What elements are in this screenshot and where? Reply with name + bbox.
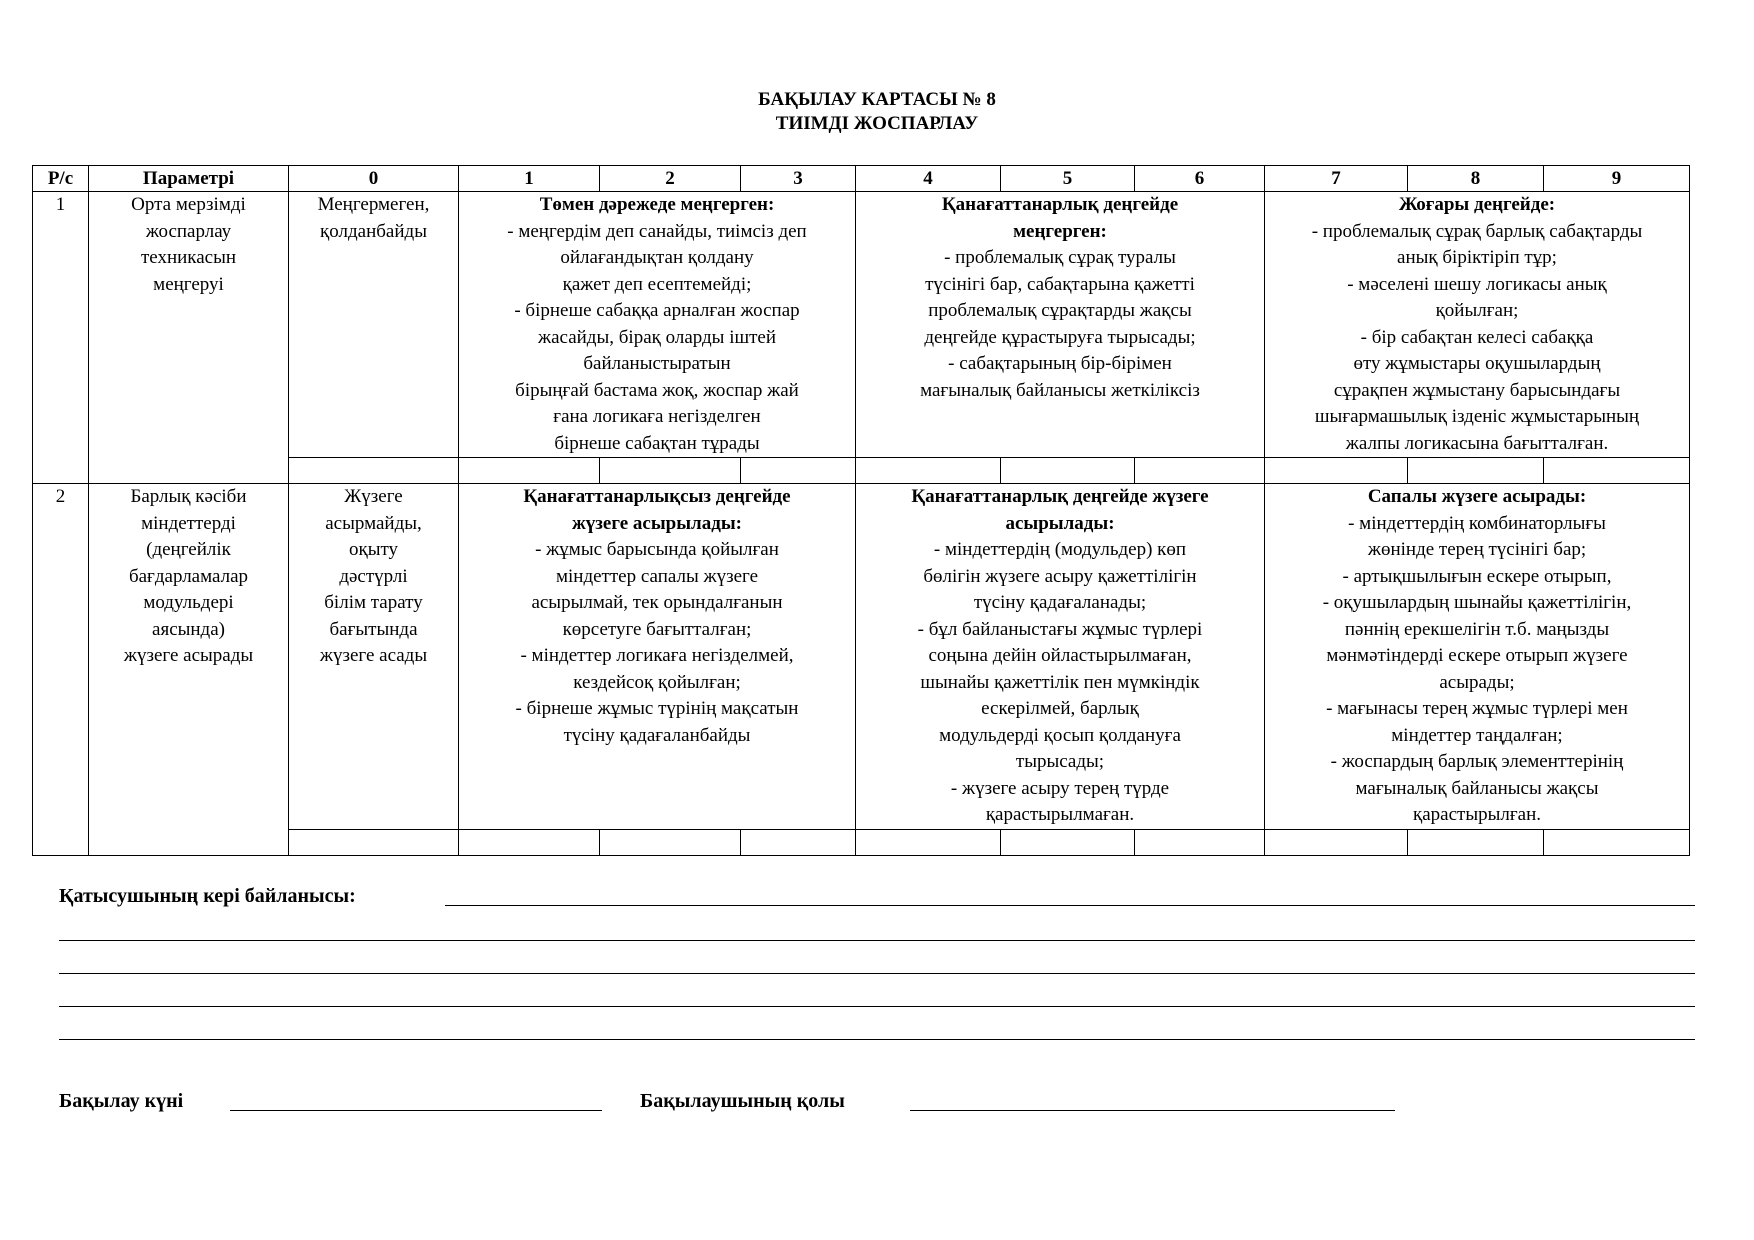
table-row — [33, 484, 1690, 830]
feedback-line-3[interactable] — [59, 973, 1695, 974]
header-col-2: 2 — [600, 166, 741, 192]
table-row — [33, 192, 1690, 458]
row-parameter: Барлық кәсіби міндеттерді (деңгейлік бағдарламалар модульдері аясында) жүзеге асырады — [89, 484, 289, 856]
score-cell-4[interactable] — [856, 829, 1001, 855]
low-level-text: - жұмыс барысында қойылған міндеттер сапалы жүзеге асырылмай, тек орындалғанын көрсетуге бағытталған; - міндеттер логикаға негізделмей, кездейсоқ қойылған; - бірнеше жұмыс түрінің мақсатын түсіну қадағаланбайды — [515, 539, 799, 746]
score-cell-7[interactable] — [1265, 829, 1408, 855]
feedback-line-2[interactable] — [59, 940, 1695, 941]
header-col-5: 5 — [1001, 166, 1135, 192]
score-cell-5[interactable] — [1001, 458, 1135, 484]
header-rc: Р/с — [33, 166, 89, 192]
score-cell-9[interactable] — [1544, 829, 1690, 855]
low-level-heading: Төмен дәрежеде меңгерген: — [539, 194, 775, 215]
mid-level-heading: Қанағаттанарлық деңгейде меңгерген: — [941, 194, 1179, 242]
header-col-1: 1 — [459, 166, 600, 192]
header-param: Параметрі — [89, 166, 289, 192]
score-cell-6[interactable] — [1135, 829, 1265, 855]
low-level-text: - меңгердім деп санайды, тиімсіз деп ойлағандықтан қолдану қажет деп есептемейді; - бірнеше сабаққа арналған жоспар жасайды, бірақ оларды іштей байланыстыратын бірыңғай бастама жоқ, жоспар жай ғана логикаға негізделген бірнеше сабақтан тұрады — [507, 220, 807, 454]
low-level-cell — [459, 484, 856, 830]
high-level-heading: Жоғары деңгейде: — [1398, 194, 1556, 215]
score-cell-1[interactable] — [459, 458, 600, 484]
high-level-heading: Сапалы жүзеге асырады: — [1367, 486, 1587, 507]
score-cell-0[interactable] — [289, 458, 459, 484]
score-cell-4[interactable] — [856, 458, 1001, 484]
high-level-text: - проблемалық сұрақ барлық сабақтарды анық біріктіріп тұр; - мәселені шешу логикасы анық қойылған; - бір сабақтан келесі сабаққа өту жұмыстары оқушылардың сұрақпен жұмыстану барысындағы шығармашылық ізденіс жұмыстарының жалпы логикасына бағытталған. — [1311, 220, 1643, 454]
score-cell-8[interactable] — [1408, 829, 1544, 855]
level-0-cell: Жүзеге асырмайды, оқыту дәстүрлі білім тарату бағытында жүзеге асады — [289, 484, 459, 830]
header-col-3: 3 — [741, 166, 856, 192]
score-cell-7[interactable] — [1265, 458, 1408, 484]
date-label: Бақылау күні — [59, 1090, 184, 1112]
header-col-9: 9 — [1544, 166, 1690, 192]
header-col-7: 7 — [1265, 166, 1408, 192]
mid-level-text: - міндеттердің (модульдер) көп бөлігін жүзеге асыру қажеттілігін түсіну қадағаланады; - бұл байланыстағы жұмыс түрлері соңына дейін ойластырылмаған, шынайы қажеттілік пен мүмкіндік ескерілмей, барлық модульдерді қосып қолдануға тырысады; - жүзеге асыру терең түрде қарастырылмаған. — [917, 539, 1203, 825]
header-col-6: 6 — [1135, 166, 1265, 192]
score-cell-2[interactable] — [600, 829, 741, 855]
table-header-row — [33, 166, 1690, 192]
feedback-line-5[interactable] — [59, 1039, 1695, 1040]
level-0-cell: Меңгермеген, қолданбайды — [289, 192, 459, 458]
high-level-cell — [1265, 192, 1690, 458]
row-number: 2 — [33, 484, 89, 856]
score-cell-3[interactable] — [741, 829, 856, 855]
mid-level-text: - проблемалық сұрақ туралы түсінігі бар, сабақтарына қажетті проблемалық сұрақтарды жақсы деңгейде құрастыруға тырысады; - сабақтарының бір-бірімен мағыналық байланысы жеткіліксіз — [920, 247, 1200, 401]
feedback-line-1[interactable] — [445, 905, 1695, 906]
feedback-label: Қатысушының кері байланысы: — [59, 885, 356, 907]
score-cell-6[interactable] — [1135, 458, 1265, 484]
header-col-8: 8 — [1408, 166, 1544, 192]
low-level-heading: Қанағаттанарлықсыз деңгейде жүзеге асырылады: — [523, 486, 791, 534]
signature-field[interactable] — [910, 1110, 1395, 1111]
low-level-cell — [459, 192, 856, 458]
row-parameter: Орта мерзімді жоспарлау техникасын меңгеруі — [89, 192, 289, 484]
high-level-text: - міндеттердің комбинаторлығы жөнінде терең түсінігі бар; - артықшылығын ескере отырып, - оқушылардың шынайы қажеттілігін, пәннің ерекшелігін т.б. маңызды мәнмәтіндерді ескере отырып жүзеге асырады; - мағынасы терең жұмыс түрлері мен міндеттер таңдалған; - жоспардың барлық элементтерінің мағыналық байланысы жақсы қарастырылған. — [1322, 512, 1632, 825]
card-title: БАҚЫЛАУ КАРТАСЫ № 8 — [758, 89, 996, 110]
row-number: 1 — [33, 192, 89, 484]
score-cell-2[interactable] — [600, 458, 741, 484]
high-level-cell — [1265, 484, 1690, 830]
score-cell-8[interactable] — [1408, 458, 1544, 484]
score-cell-5[interactable] — [1001, 829, 1135, 855]
feedback-line-4[interactable] — [59, 1006, 1695, 1007]
score-cell-1[interactable] — [459, 829, 600, 855]
card-subtitle: ТИІМДІ ЖОСПАРЛАУ — [775, 113, 979, 134]
score-cell-3[interactable] — [741, 458, 856, 484]
mid-level-heading: Қанағаттанарлық деңгейде жүзеге асырылады: — [911, 486, 1209, 534]
mid-level-cell — [856, 484, 1265, 830]
score-cell-9[interactable] — [1544, 458, 1690, 484]
header-col-4: 4 — [856, 166, 1001, 192]
signature-label: Бақылаушының қолы — [640, 1090, 845, 1112]
mid-level-cell — [856, 192, 1265, 458]
date-field[interactable] — [230, 1110, 602, 1111]
header-col-0: 0 — [289, 166, 459, 192]
assessment-table — [32, 165, 1690, 856]
score-cell-0[interactable] — [289, 829, 459, 855]
